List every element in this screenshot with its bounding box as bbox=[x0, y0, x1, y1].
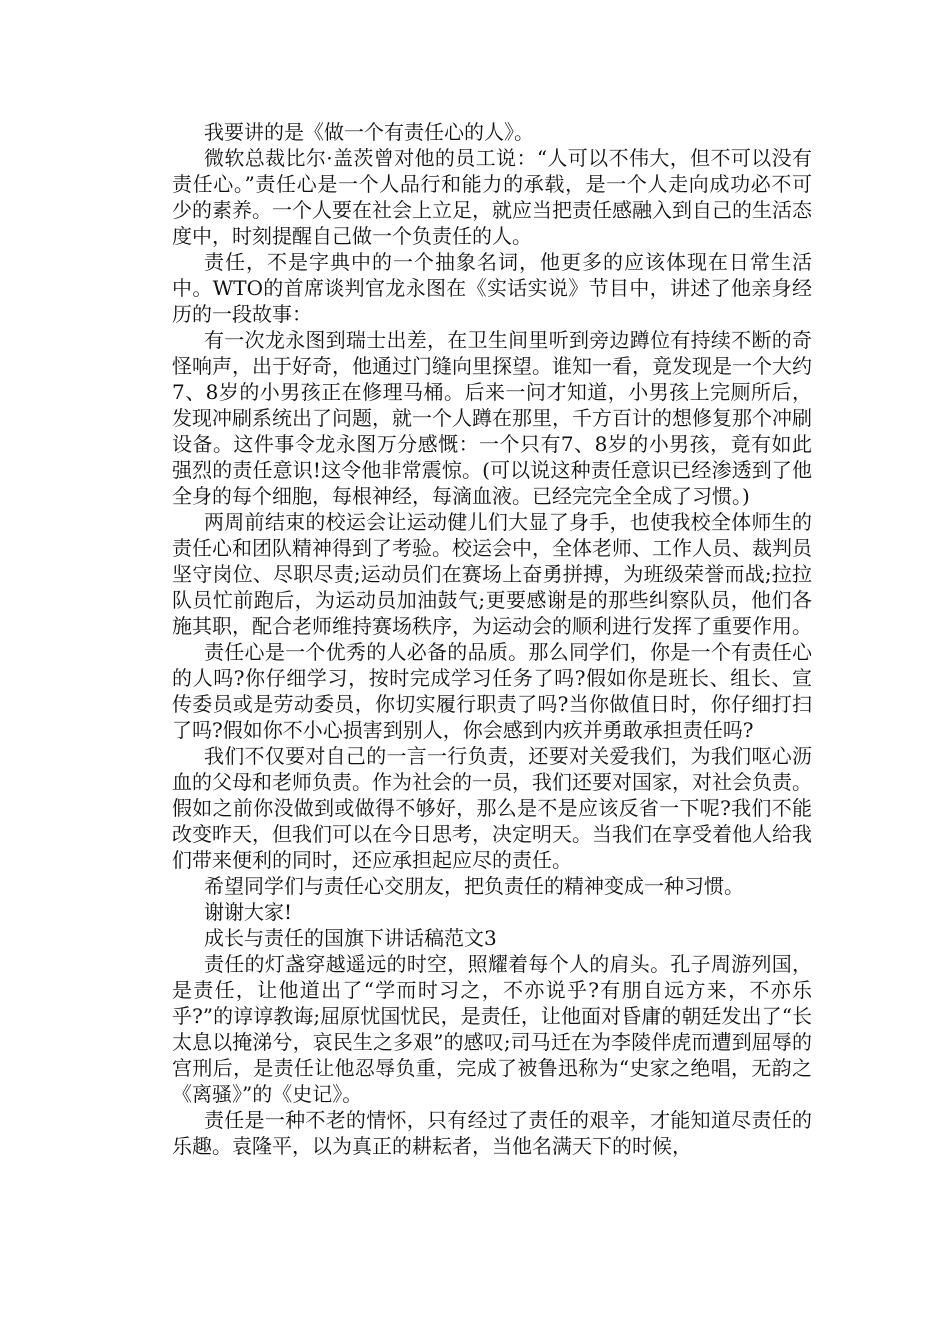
section-heading: 成长与责任的国旗下讲话稿范文3 bbox=[204, 926, 497, 950]
paragraph-history: 责任的灯盏穿越遥远的时空，照耀着每个人的肩头。孔子周游列国，是责任，让他道出了“学而时习之，不亦说乎?有朋自远方来，不亦乐乎?”的谆谆教诲;屈原忧国忧民，是责任，让他面对昏庸的朝廷发出了“长太息以掩涕兮，哀民生之多艰”的感叹;司马迁在为李陵伴虎而遭到屈辱的宫刑后，是责任让他忍辱负重，完成了被鲁迅称为“史家之绝唱，无韵之《离骚》”的《史记》。 bbox=[172, 952, 812, 1106]
paragraph-questions: 责任心是一个优秀的人必备的品质。那么同学们，你是一个有责任心的人吗?你仔细学习，按时完成学习任务了吗?假如你是班长、组长、宣传委员或是劳动委员，你切实履行职责了吗?当你做值日时，你仔细打扫了吗?假如你不小心损害到别人，你会感到内疚并勇敢承担责任吗? bbox=[172, 640, 812, 742]
paragraph-hope: 希望同学们与责任心交朋友，把负责任的精神变成一种习惯。 bbox=[204, 874, 744, 898]
paragraph-thanks: 谢谢大家! bbox=[204, 900, 293, 924]
document-body bbox=[172, 119, 812, 1159]
paragraph-parents-society: 我们不仅要对自己的一言一行负责，还要对关爱我们，为我们呕心沥血的父母和老师负责。作为社会的一员，我们还要对国家，对社会负责。假如之前你没做到或做得不够好，那么是不是应该反省一下呢?我们不能改变昨天，但我们可以在今日思考，决定明天。当我们在享受着他人给我们带来便利的同时，还应承担起应尽的责任。 bbox=[172, 744, 812, 872]
paragraph-gates-quote: 微软总裁比尔·盖茨曾对他的员工说：“人可以不伟大，但不可以没有责任心。”责任心是一个人品行和能力的承载，是一个人走向成功必不可少的素养。一个人要在社会上立足，就应当把责任感融入到自己的生活态度中，时刻提醒自己做一个负责任的人。 bbox=[172, 146, 812, 248]
paragraph-sports-meet: 两周前结束的校运会让运动健儿们大显了身手，也使我校全体师生的责任心和团队精神得到了考验。校运会中，全体老师、工作人员、裁判员坚守岗位、尽职尽责;运动员们在赛场上奋勇拼搏，为班级荣誉而战;拉拉队员忙前跑后，为运动员加油鼓气;更要感谢是的那些纠察队员，他们各施其职，配合老师维持赛场秩序，为运动会的顺利进行发挥了重要作用。 bbox=[172, 510, 812, 638]
paragraph-topic: 我要讲的是《做一个有责任心的人》。 bbox=[204, 120, 534, 144]
paragraph-responsibility-daily-life: 责任，不是字典中的一个抽象名词，他更多的应该体现在日常生活中。WTO的首席谈判官龙永图在《实话实说》节目中，讲述了他亲身经历的一段故事： bbox=[172, 250, 812, 326]
paragraph-swiss-story: 有一次龙永图到瑞士出差，在卫生间里听到旁边蹲位有持续不断的奇怪响声，出于好奇，他通过门缝向里探望。谁知一看，竟发现是一个大约7、8岁的小男孩正在修理马桶。后来一问才知道，小男孩上完厕所后，发现冲刷系统出了问题，就一个人蹲在那里，千方百计的想修复那个冲刷设备。这件事令龙永图万分感慨：一个只有7、8岁的小男孩，竟有如此强烈的责任意识!这令他非常震惊。(可以说这种责任意识已经渗透到了他全身的每个细胞，每根神经，每滴血液。已经完完全全成了习惯。) bbox=[172, 328, 812, 508]
paragraph-yuan-longping: 责任是一种不老的情怀，只有经过了责任的艰辛，才能知道尽责任的乐趣。袁隆平，以为真正的耕耘者，当他名满天下的时候， bbox=[172, 1108, 812, 1158]
